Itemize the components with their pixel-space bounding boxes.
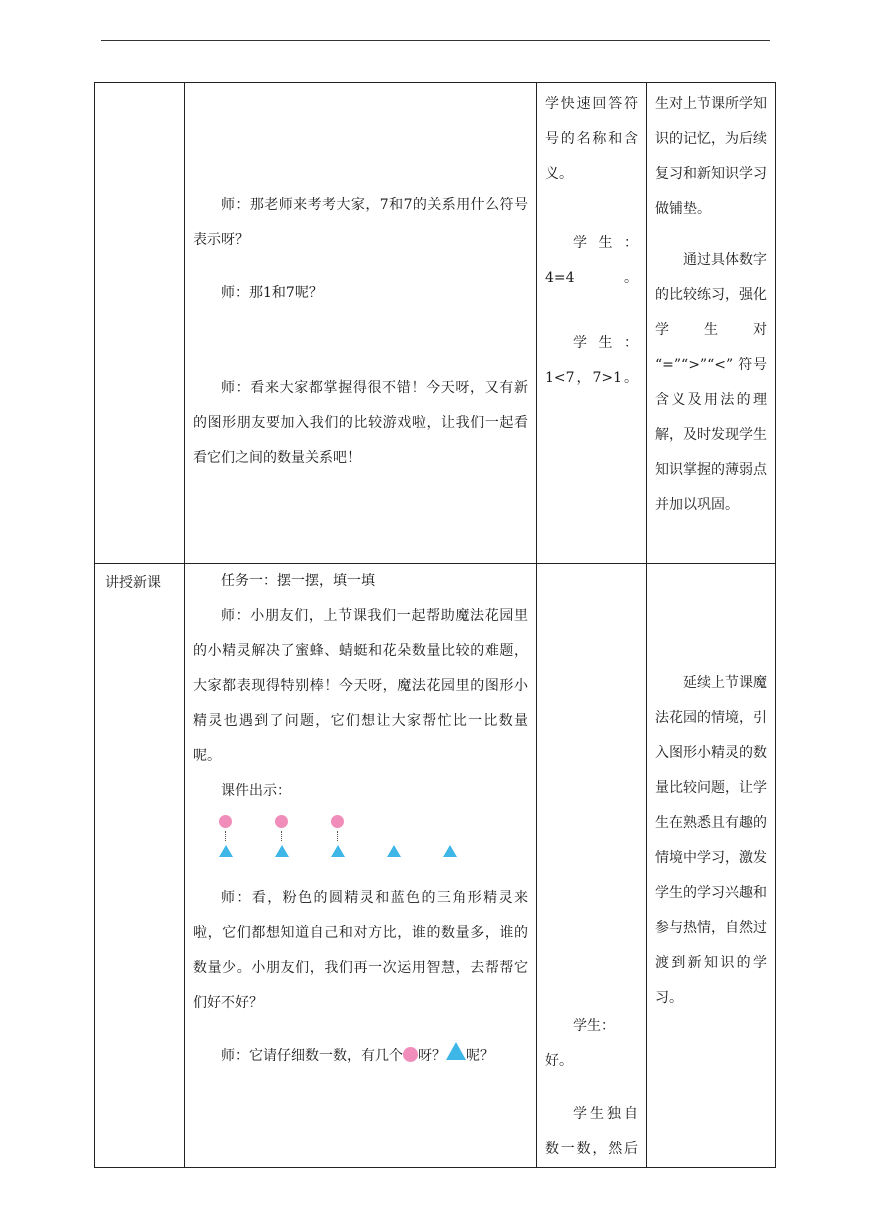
student-activity-cell <box>537 83 647 564</box>
dotted-connector <box>281 831 284 841</box>
dotted-connector <box>225 831 228 841</box>
teacher-story: 师：看，粉色的圆精灵和蓝色的三角形精灵来啦，它们都想知道自己和对方比，谁的数量多，谁的数量少。小朋友们，我们再一次运用智慧，去帮帮它们好不好？ <box>193 890 528 1011</box>
blue-triangle-icon <box>219 845 233 857</box>
design-intent-cell <box>647 83 776 564</box>
teacher-question-1: 师：那老师来考考大家，7和7的关系用什么符号表示呀？ <box>193 197 528 248</box>
pink-circle-icon <box>219 815 232 828</box>
stage-cell <box>95 83 185 564</box>
student-activity-cell <box>537 564 647 1168</box>
teacher-question-2: 师：那1和7呢？ <box>221 285 323 301</box>
pink-circle-icon <box>403 1047 418 1062</box>
blue-triangle-icon <box>387 845 401 857</box>
teacher-count-question: 师：它请仔细数一数，有几个 呀？ 呢？ <box>193 1039 528 1074</box>
teacher-activity-cell <box>185 83 537 564</box>
design-intent-1: 生对上节课所学知识的记忆，为后续复习和新知识学习做铺垫。 <box>655 96 767 217</box>
stage-label: 讲授新课 <box>105 575 161 591</box>
pink-circle-icon <box>331 815 344 828</box>
design-intent-cell <box>647 564 776 1168</box>
student-reply: 学生：好。 <box>545 1018 615 1069</box>
blue-triangle-icon <box>446 1042 466 1060</box>
stage-cell <box>95 564 185 1168</box>
pink-circle-icon <box>275 815 288 828</box>
courseware-label: 课件出示： <box>221 783 291 799</box>
blue-triangle-icon <box>331 845 345 857</box>
student-answer-1: 学快速回答符号的名称和含义。 <box>545 96 638 182</box>
shape-figure <box>193 813 528 869</box>
teacher-activity-cell <box>185 564 537 1168</box>
task-title: 任务一：摆一摆，填一填 <box>221 573 375 589</box>
teacher-intro: 师：小朋友们，上节课我们一起帮助魔法花园里的小精灵解决了蜜蜂、蜻蜓和花朵数量比较的难题，大家都表现得特别棒！今天呀，魔法花园里的图形小精灵也遇到了问题，它们想让大家帮忙比一比数量呢。 <box>193 608 528 764</box>
design-intent-2: 通过具体数字的比较练习，强化学生对 “=”“>”“<” 符号含义及用法的理解，及时发现学生知识掌握的薄弱点并加以巩固。 <box>655 252 767 513</box>
student-answer-3: 学生：1<7，7>1。 <box>545 335 638 386</box>
student-answer-2: 学 生 ：4=4。 <box>545 235 638 286</box>
table-row <box>95 83 776 564</box>
student-count: 学生独自数一数，然后 <box>545 1106 638 1157</box>
design-intent-3: 延续上节课魔法花园的情境，引入图形小精灵的数量比较问题，让学生在熟悉且有趣的情境中学习，激发学生的学习兴趣和参与热情，自然过渡到新知识的学习。 <box>655 675 767 1006</box>
dotted-connector <box>337 831 340 841</box>
lesson-plan-table <box>94 82 776 1168</box>
teacher-transition: 师：看来大家都掌握得很不错！今天呀，又有新的图形朋友要加入我们的比较游戏啦，让我们一起看看它们之间的数量关系吧！ <box>193 380 528 466</box>
header-rule <box>101 40 770 41</box>
blue-triangle-icon <box>275 845 289 857</box>
table-row <box>95 564 776 1168</box>
blue-triangle-icon <box>443 845 457 857</box>
